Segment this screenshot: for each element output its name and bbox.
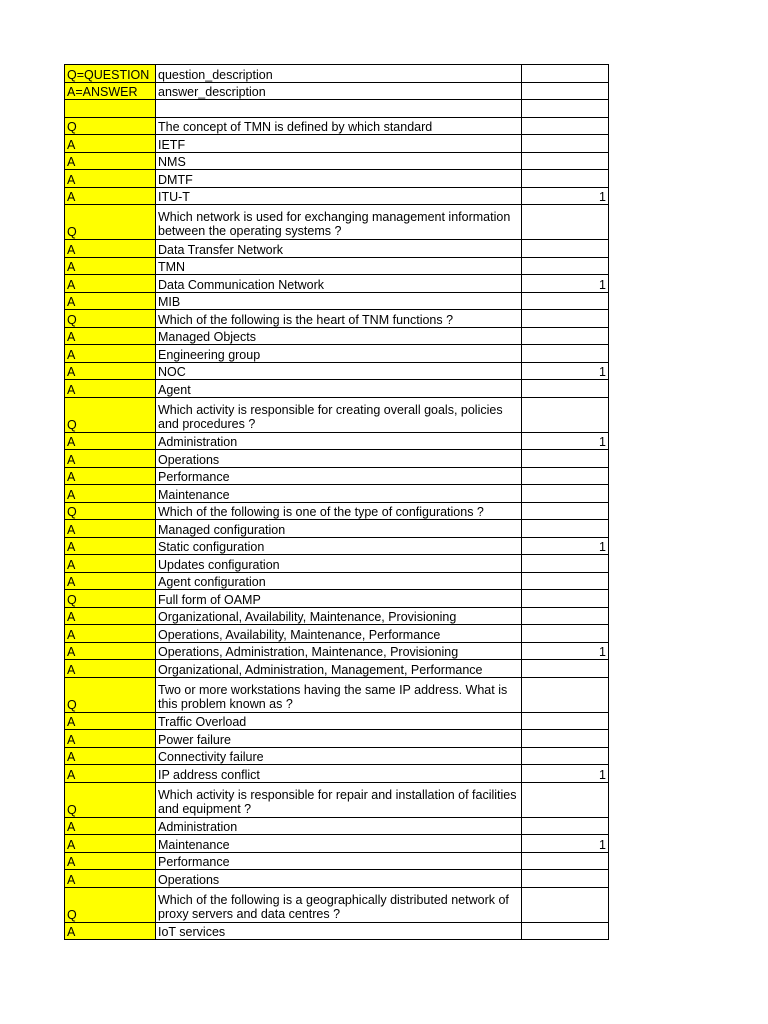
- answer-row: [65, 467, 609, 485]
- cell-correct-mark[interactable]: [522, 922, 609, 940]
- cell-type[interactable]: A: [65, 275, 156, 293]
- answer-row: [65, 852, 609, 870]
- cell-type[interactable]: A: [65, 607, 156, 625]
- cell-description[interactable]: Organizational, Administration, Management, Performance: [156, 660, 522, 678]
- cell-correct-mark[interactable]: [522, 607, 609, 625]
- cell-correct-mark[interactable]: [522, 450, 609, 468]
- question-row: [65, 782, 609, 817]
- cell-type[interactable]: A: [65, 135, 156, 153]
- question-row: [65, 310, 609, 328]
- cell-correct-mark[interactable]: [522, 100, 609, 118]
- answer-row: [65, 537, 609, 555]
- cell-description[interactable]: Full form of OAMP: [156, 590, 522, 608]
- answer-row: [65, 380, 609, 398]
- cell-type[interactable]: A: [65, 152, 156, 170]
- answer-row: [65, 362, 609, 380]
- cell-correct-mark[interactable]: 1: [522, 765, 609, 783]
- cell-description[interactable]: Two or more workstations having the same IP address. What is this problem known as ?: [156, 677, 522, 712]
- cell-type[interactable]: Q: [65, 590, 156, 608]
- cell-description[interactable]: Agent configuration: [156, 572, 522, 590]
- cell-type[interactable]: A: [65, 922, 156, 940]
- answer-row: [65, 642, 609, 660]
- cell-correct-mark[interactable]: [522, 82, 609, 100]
- cell-type[interactable]: A: [65, 870, 156, 888]
- cell-type[interactable]: A: [65, 380, 156, 398]
- answer-row: [65, 275, 609, 293]
- cell-correct-mark[interactable]: [522, 467, 609, 485]
- cell-description[interactable]: NOC: [156, 362, 522, 380]
- cell-type[interactable]: A: [65, 187, 156, 205]
- answer-row: [65, 730, 609, 748]
- answer-row: [65, 450, 609, 468]
- cell-type[interactable]: A: [65, 292, 156, 310]
- cell-correct-mark[interactable]: [522, 870, 609, 888]
- cell-correct-mark[interactable]: [522, 712, 609, 730]
- cell-type[interactable]: Q: [65, 117, 156, 135]
- cell-description[interactable]: IP address conflict: [156, 765, 522, 783]
- answer-row: [65, 257, 609, 275]
- cell-description[interactable]: Engineering group: [156, 345, 522, 363]
- cell-description[interactable]: MIB: [156, 292, 522, 310]
- cell-correct-mark[interactable]: 1: [522, 432, 609, 450]
- cell-type[interactable]: A: [65, 170, 156, 188]
- sheet-row: [65, 82, 609, 100]
- answer-row: [65, 187, 609, 205]
- cell-correct-mark[interactable]: [522, 782, 609, 817]
- cell-type[interactable]: A=ANSWER: [65, 82, 156, 100]
- cell-correct-mark[interactable]: [522, 345, 609, 363]
- question-row: [65, 887, 609, 922]
- cell-description[interactable]: ITU-T: [156, 187, 522, 205]
- cell-description[interactable]: Which of the following is a geographically distributed network of proxy servers and data centres ?: [156, 887, 522, 922]
- cell-type[interactable]: A: [65, 712, 156, 730]
- cell-correct-mark[interactable]: [522, 240, 609, 258]
- cell-type[interactable]: A: [65, 537, 156, 555]
- cell-type[interactable]: A: [65, 572, 156, 590]
- answer-row: [65, 835, 609, 853]
- cell-description[interactable]: DMTF: [156, 170, 522, 188]
- cell-type[interactable]: A: [65, 362, 156, 380]
- cell-description[interactable]: Operations: [156, 450, 522, 468]
- cell-type[interactable]: A: [65, 257, 156, 275]
- cell-type[interactable]: A: [65, 555, 156, 573]
- answer-row: [65, 660, 609, 678]
- sheet-body: [65, 65, 609, 940]
- answer-row: [65, 870, 609, 888]
- cell-description[interactable]: TMN: [156, 257, 522, 275]
- cell-type[interactable]: Q: [65, 677, 156, 712]
- cell-description[interactable]: Maintenance: [156, 485, 522, 503]
- answer-row: [65, 327, 609, 345]
- cell-correct-mark[interactable]: [522, 65, 609, 83]
- cell-description[interactable]: Managed configuration: [156, 520, 522, 538]
- cell-description[interactable]: Performance: [156, 467, 522, 485]
- cell-description[interactable]: Connectivity failure: [156, 747, 522, 765]
- cell-type[interactable]: A: [65, 660, 156, 678]
- cell-type[interactable]: Q=QUESTION: [65, 65, 156, 83]
- cell-correct-mark[interactable]: [522, 502, 609, 520]
- cell-correct-mark[interactable]: [522, 380, 609, 398]
- cell-type[interactable]: Q: [65, 205, 156, 240]
- cell-description[interactable]: Operations: [156, 870, 522, 888]
- cell-correct-mark[interactable]: [522, 555, 609, 573]
- cell-correct-mark[interactable]: 1: [522, 835, 609, 853]
- cell-description[interactable]: Updates configuration: [156, 555, 522, 573]
- cell-description[interactable]: Power failure: [156, 730, 522, 748]
- cell-correct-mark[interactable]: 1: [522, 187, 609, 205]
- cell-description[interactable]: Maintenance: [156, 835, 522, 853]
- cell-description[interactable]: Organizational, Availability, Maintenance, Provisioning: [156, 607, 522, 625]
- cell-description[interactable]: Static configuration: [156, 537, 522, 555]
- cell-description[interactable]: IETF: [156, 135, 522, 153]
- cell-description[interactable]: answer_description: [156, 82, 522, 100]
- cell-correct-mark[interactable]: [522, 310, 609, 328]
- cell-type[interactable]: A: [65, 730, 156, 748]
- cell-correct-mark[interactable]: [522, 135, 609, 153]
- cell-type[interactable]: A: [65, 625, 156, 643]
- answer-row: [65, 922, 609, 940]
- answer-row: [65, 345, 609, 363]
- answer-row: [65, 572, 609, 590]
- cell-correct-mark[interactable]: [522, 730, 609, 748]
- cell-description[interactable]: Which activity is responsible for creating overall goals, policies and procedures ?: [156, 397, 522, 432]
- sheet-row: [65, 100, 609, 118]
- answer-row: [65, 817, 609, 835]
- cell-type[interactable]: A: [65, 485, 156, 503]
- cell-correct-mark[interactable]: [522, 117, 609, 135]
- question-row: [65, 677, 609, 712]
- cell-type[interactable]: A: [65, 467, 156, 485]
- cell-description[interactable]: Data Communication Network: [156, 275, 522, 293]
- cell-type[interactable]: Q: [65, 502, 156, 520]
- quiz-spreadsheet: [64, 64, 609, 940]
- answer-row: [65, 625, 609, 643]
- sheet-row: [65, 65, 609, 83]
- answer-row: [65, 170, 609, 188]
- cell-type[interactable]: A: [65, 520, 156, 538]
- cell-description[interactable]: Which activity is responsible for repair and installation of facilities and equipment ?: [156, 782, 522, 817]
- cell-description[interactable]: Managed Objects: [156, 327, 522, 345]
- cell-type[interactable]: Q: [65, 887, 156, 922]
- answer-row: [65, 555, 609, 573]
- cell-correct-mark[interactable]: [522, 660, 609, 678]
- cell-correct-mark[interactable]: [522, 292, 609, 310]
- question-row: [65, 502, 609, 520]
- answer-row: [65, 240, 609, 258]
- cell-description[interactable]: Which network is used for exchanging management information between the operating systems ?: [156, 205, 522, 240]
- question-row: [65, 205, 609, 240]
- answer-row: [65, 432, 609, 450]
- cell-correct-mark[interactable]: [522, 327, 609, 345]
- cell-correct-mark[interactable]: [522, 747, 609, 765]
- question-row: [65, 590, 609, 608]
- cell-type[interactable]: A: [65, 345, 156, 363]
- cell-description[interactable]: Agent: [156, 380, 522, 398]
- answer-row: [65, 607, 609, 625]
- cell-type[interactable]: A: [65, 852, 156, 870]
- cell-type[interactable]: A: [65, 765, 156, 783]
- answer-row: [65, 747, 609, 765]
- cell-correct-mark[interactable]: [522, 170, 609, 188]
- cell-description[interactable]: Performance: [156, 852, 522, 870]
- answer-row: [65, 152, 609, 170]
- cell-type[interactable]: Q: [65, 310, 156, 328]
- cell-type[interactable]: A: [65, 835, 156, 853]
- cell-correct-mark[interactable]: 1: [522, 275, 609, 293]
- cell-description[interactable]: The concept of TMN is defined by which standard: [156, 117, 522, 135]
- cell-type[interactable]: A: [65, 450, 156, 468]
- cell-correct-mark[interactable]: [522, 852, 609, 870]
- cell-correct-mark[interactable]: [522, 485, 609, 503]
- cell-type[interactable]: A: [65, 817, 156, 835]
- cell-correct-mark[interactable]: [522, 590, 609, 608]
- cell-type[interactable]: A: [65, 327, 156, 345]
- cell-description[interactable]: Operations, Administration, Maintenance, Provisioning: [156, 642, 522, 660]
- cell-correct-mark[interactable]: 1: [522, 642, 609, 660]
- cell-correct-mark[interactable]: 1: [522, 362, 609, 380]
- cell-correct-mark[interactable]: [522, 152, 609, 170]
- cell-correct-mark[interactable]: [522, 625, 609, 643]
- answer-row: [65, 712, 609, 730]
- cell-correct-mark[interactable]: [522, 257, 609, 275]
- answer-row: [65, 520, 609, 538]
- cell-description[interactable]: IoT services: [156, 922, 522, 940]
- cell-type[interactable]: A: [65, 240, 156, 258]
- cell-description[interactable]: Operations, Availability, Maintenance, Performance: [156, 625, 522, 643]
- cell-correct-mark[interactable]: [522, 205, 609, 240]
- cell-type[interactable]: A: [65, 747, 156, 765]
- cell-correct-mark[interactable]: [522, 817, 609, 835]
- cell-description[interactable]: Traffic Overload: [156, 712, 522, 730]
- question-row: [65, 117, 609, 135]
- cell-type[interactable]: A: [65, 432, 156, 450]
- cell-correct-mark[interactable]: [522, 397, 609, 432]
- cell-description[interactable]: Which of the following is one of the type of configurations ?: [156, 502, 522, 520]
- answer-row: [65, 485, 609, 503]
- answer-row: [65, 292, 609, 310]
- cell-description[interactable]: question_description: [156, 65, 522, 83]
- cell-description[interactable]: NMS: [156, 152, 522, 170]
- cell-correct-mark[interactable]: [522, 887, 609, 922]
- answer-row: [65, 135, 609, 153]
- cell-type[interactable]: [65, 100, 156, 118]
- cell-description[interactable]: [156, 100, 522, 118]
- cell-type[interactable]: Q: [65, 782, 156, 817]
- answer-row: [65, 765, 609, 783]
- cell-correct-mark[interactable]: [522, 520, 609, 538]
- cell-description[interactable]: Data Transfer Network: [156, 240, 522, 258]
- cell-correct-mark[interactable]: [522, 677, 609, 712]
- cell-correct-mark[interactable]: 1: [522, 537, 609, 555]
- cell-description[interactable]: Which of the following is the heart of TNM functions ?: [156, 310, 522, 328]
- cell-description[interactable]: Administration: [156, 817, 522, 835]
- cell-type[interactable]: A: [65, 642, 156, 660]
- question-row: [65, 397, 609, 432]
- cell-type[interactable]: Q: [65, 397, 156, 432]
- cell-description[interactable]: Administration: [156, 432, 522, 450]
- cell-correct-mark[interactable]: [522, 572, 609, 590]
